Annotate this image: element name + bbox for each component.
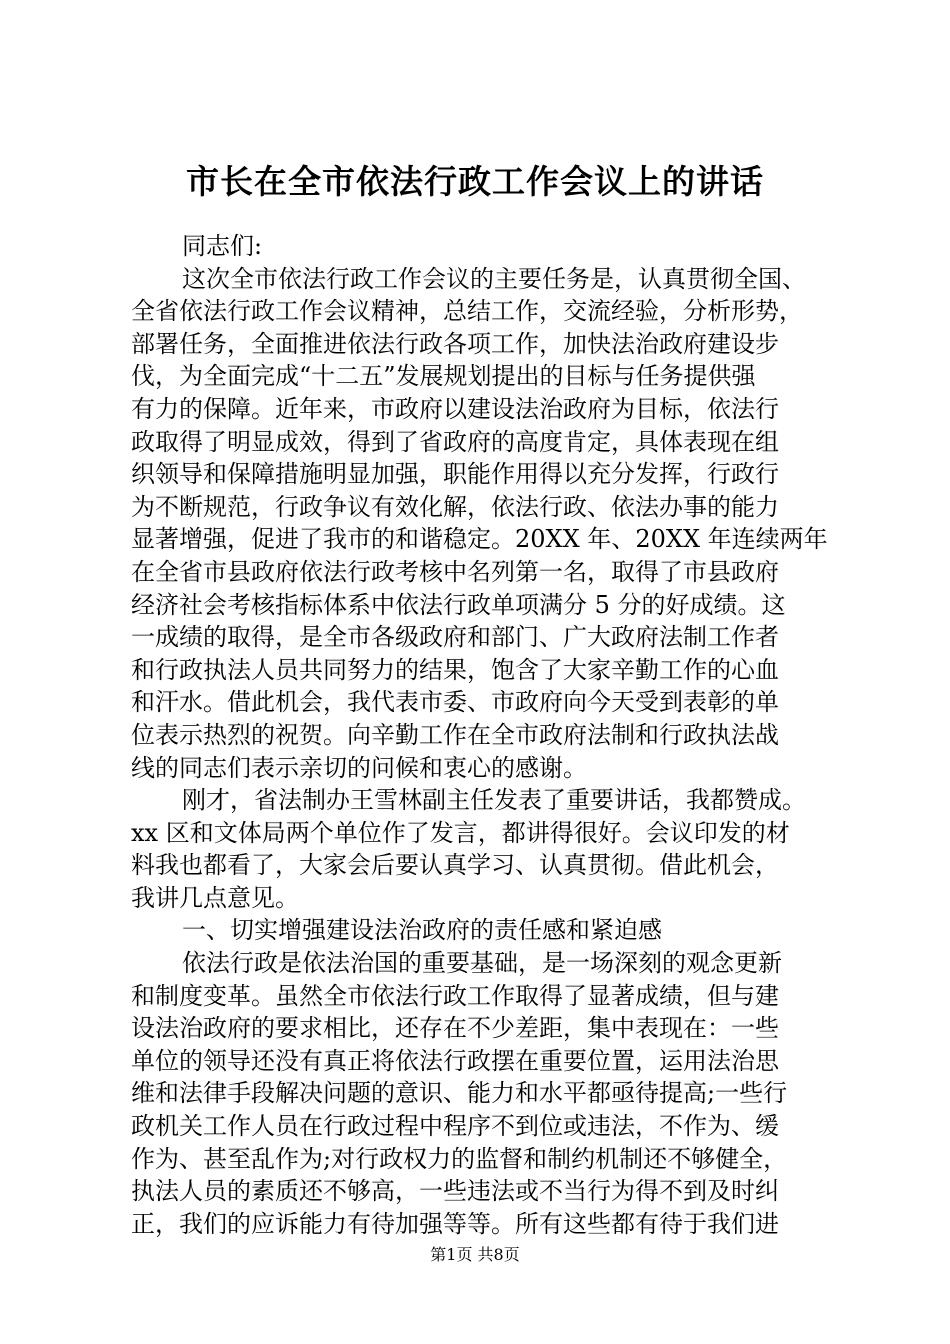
text-line: 我讲几点意见。 bbox=[131, 883, 299, 912]
page-footer: 第1页 共8页 bbox=[430, 1245, 520, 1264]
text-line: xx 区和文体局两个单位作了发言，都讲得很好。会议印发的材 bbox=[131, 818, 790, 847]
text-line: 一成绩的取得，是全市各级政府和部门、广大政府法制工作者 bbox=[131, 623, 779, 652]
text-line: 单位的领导还没有真正将依法行政摆在重要位置，运用法治思 bbox=[131, 1046, 779, 1075]
text-line: 为不断规范，行政争议有效化解，依法行政、依法办事的能力 bbox=[131, 492, 779, 521]
text-line: 设法治政府的要求相比，还存在不少差距，集中表现在：一些 bbox=[131, 1014, 779, 1043]
text-line: 线的同志们表示亲切的问候和衷心的感谢。 bbox=[131, 753, 587, 782]
text-line: 正，我们的应诉能力有待加强等等。所有这些都有待于我们进 bbox=[131, 1209, 779, 1238]
text-line: 经济社会考核指标体系中依法行政单项满分 5 分的好成绩。这 bbox=[131, 590, 786, 619]
text-line: 全省依法行政工作会议精神，总结工作，交流经验，分析形势， bbox=[131, 297, 803, 326]
text-line: 织领导和保障措施明显加强，职能作用得以充分发挥，行政行 bbox=[131, 460, 779, 489]
text-line: 和行政执法人员共同努力的结果，饱含了大家辛勤工作的心血 bbox=[131, 655, 779, 684]
text-line: 显著增强，促进了我市的和谐稳定。20XX 年、20XX 年连续两年 bbox=[131, 525, 828, 554]
document-title: 市长在全市依法行政工作会议上的讲话 bbox=[186, 162, 764, 201]
text-line: 政取得了明显成效，得到了省政府的高度肯定，具体表现在组 bbox=[131, 427, 779, 456]
text-line: 在全省市县政府依法行政考核中名列第一名，取得了市县政府 bbox=[131, 557, 779, 586]
text-line: 依法行政是依法治国的重要基础，是一场深刻的观念更新 bbox=[182, 949, 782, 978]
text-line: 有力的保障。近年来，市政府以建设法治政府为目标，依法行 bbox=[131, 394, 779, 423]
text-line: 这次全市依法行政工作会议的主要任务是，认真贯彻全国、 bbox=[182, 264, 806, 293]
text-line: 部署任务，全面推进依法行政各项工作，加快法治政府建设步 bbox=[131, 329, 779, 358]
document-body bbox=[131, 230, 831, 1240]
text-line: 政机关工作人员在行政过程中程序不到位或违法，不作为、缓 bbox=[131, 1112, 779, 1141]
text-line: 伐，为全面完成“十二五”发展规划提出的目标与任务提供强 bbox=[131, 362, 756, 391]
text-line: 和汗水。借此机会，我代表市委、市政府向今天受到表彰的单 bbox=[131, 688, 779, 717]
text-line: 执法人员的素质还不够高，一些违法或不当行为得不到及时纠 bbox=[131, 1177, 779, 1206]
text-line: 作为、甚至乱作为;对行政权力的监督和制约机制还不够健全， bbox=[131, 1144, 788, 1173]
section-heading: 一、切实增强建设法治政府的责任感和紧迫感 bbox=[182, 916, 662, 945]
text-line: 维和法律手段解决问题的意识、能力和水平都亟待提高;一些行 bbox=[131, 1079, 788, 1108]
text-line: 位表示热烈的祝贺。向辛勤工作在全市政府法制和行政执法战 bbox=[131, 720, 779, 749]
text-line: 刚才，省法制办王雪林副主任发表了重要讲话，我都赞成。 bbox=[182, 786, 806, 815]
text-line: 和制度变革。虽然全市依法行政工作取得了显著成绩，但与建 bbox=[131, 981, 779, 1010]
salutation: 同志们: bbox=[182, 232, 263, 260]
text-line: 料我也都看了，大家会后要认真学习、认真贯彻。借此机会， bbox=[131, 851, 779, 880]
